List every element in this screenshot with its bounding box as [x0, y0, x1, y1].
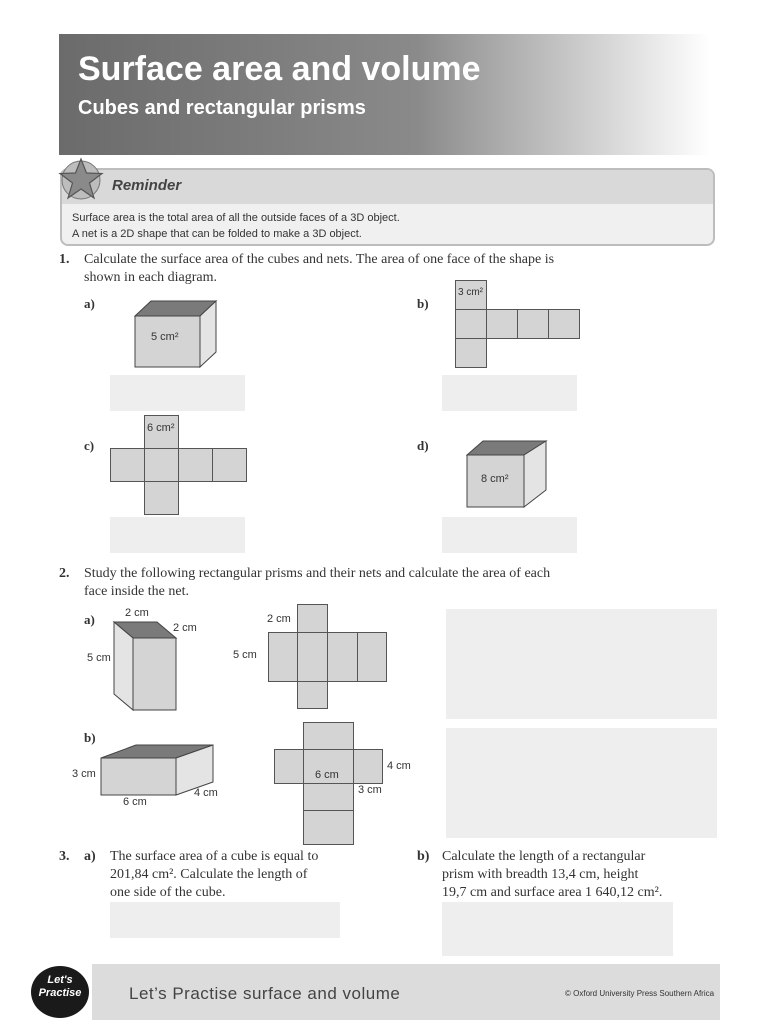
q1b-label: b) [417, 296, 429, 311]
q2b-net-face [353, 749, 383, 784]
q1b-net-face [455, 309, 487, 339]
q2b-net-face [303, 722, 354, 750]
q1d-area-label: 8 cm² [481, 473, 509, 485]
q3a-line-3: one side of the cube. [110, 885, 226, 900]
copyright-text: © Oxford University Press Southern Africa [565, 989, 715, 998]
q3b-label: b) [417, 849, 430, 864]
q1b-net-face [548, 309, 580, 339]
q2a-net-face [297, 604, 328, 633]
q2b-net-height-label: 3 cm [358, 784, 382, 796]
q2a-prism-side-label: 5 cm [87, 652, 111, 664]
reminder-line-1: Surface area is the total area of all the outside faces of a 3D object. [72, 212, 400, 224]
q1a-label: a) [84, 296, 95, 311]
q2b-net-length-label: 6 cm [315, 769, 339, 781]
q2b-net-face [303, 783, 354, 811]
q1-text-line-2: shown in each diagram. [84, 270, 217, 285]
q1b-answer-box[interactable] [442, 375, 577, 411]
q1d-label: d) [417, 438, 429, 453]
q2a-net-top-label: 2 cm [267, 613, 291, 625]
q2b-prism-height-label: 3 cm [72, 768, 96, 780]
q2a-net-side-label: 5 cm [233, 649, 257, 661]
reminder-title: Reminder [112, 177, 182, 194]
q2b-net-face [303, 810, 354, 845]
q1b-area-label: 3 cm² [458, 287, 483, 298]
q3b-line-3: 19,7 cm and surface area 1 640,12 cm². [442, 885, 663, 900]
q2-text-line-2: face inside the net. [84, 584, 189, 599]
q1c-net-face [212, 448, 247, 482]
reminder-line-2: A net is a 2D shape that can be folded to make a 3D object. [72, 228, 362, 240]
q2a-prism [112, 620, 178, 712]
q1b-net-face [486, 309, 518, 339]
q1c-net-face [144, 481, 179, 515]
q2b-answer-box[interactable] [446, 728, 717, 838]
q2a-prism-top-label-1: 2 cm [125, 607, 149, 619]
q3a-line-1: The surface area of a cube is equal to [110, 849, 319, 864]
q3b-line-2: prism with breadth 13,4 cm, height [442, 867, 639, 882]
footer-text: Let’s Practise surface and volume [129, 984, 401, 1003]
page-subtitle: Cubes and rectangular prisms [78, 97, 366, 119]
q1c-net-face [110, 448, 145, 482]
q2-text-line-1: Study the following rectangular prisms and their nets and calculate the area of each [84, 566, 551, 581]
q2a-prism-top-label-2: 2 cm [173, 622, 197, 634]
q2b-prism-depth-label: 4 cm [194, 787, 218, 799]
q1-text-line-1: Calculate the surface area of the cubes and nets. The area of one face of the shape is [84, 252, 555, 267]
logo-text-bottom: Practise [38, 987, 82, 999]
q2-number: 2. [59, 566, 70, 581]
q1-number: 1. [59, 252, 70, 267]
q1c-net-face [178, 448, 213, 482]
q1c-area-label: 6 cm² [147, 422, 175, 434]
q2b-net-depth-label: 4 cm [387, 760, 411, 772]
q1d-answer-box[interactable] [442, 517, 577, 553]
q3a-label: a) [84, 849, 96, 864]
q2b-net-face [274, 749, 304, 784]
q3-number: 3. [59, 849, 70, 864]
q2a-answer-box[interactable] [446, 609, 717, 719]
lets-practise-logo [31, 966, 89, 1018]
q2a-label: a) [84, 612, 95, 627]
q3a-answer-box[interactable] [110, 902, 340, 938]
q2b-label: b) [84, 730, 96, 745]
q1a-answer-box[interactable] [110, 375, 245, 411]
q3b-line-1: Calculate the length of a rectangular [442, 849, 646, 864]
q2a-net-face [297, 681, 328, 709]
star-icon [58, 157, 104, 201]
q1b-net-face [455, 338, 487, 368]
q1c-net-face [144, 448, 179, 482]
q1b-net-face [517, 309, 549, 339]
q2a-net-face [268, 632, 298, 682]
q2a-net-face [327, 632, 358, 682]
q3b-answer-box[interactable] [442, 902, 673, 956]
q1a-area-label: 5 cm² [151, 331, 179, 343]
page-title: Surface area and volume [78, 50, 481, 88]
logo-text-top: Let's [47, 974, 73, 986]
q2b-prism-length-label: 6 cm [123, 796, 147, 808]
q1c-label: c) [84, 438, 95, 453]
q3a-line-2: 201,84 cm². Calculate the length of [110, 867, 308, 882]
q1c-answer-box[interactable] [110, 517, 245, 553]
q2a-net-face [297, 632, 328, 682]
q2a-net-face [357, 632, 387, 682]
